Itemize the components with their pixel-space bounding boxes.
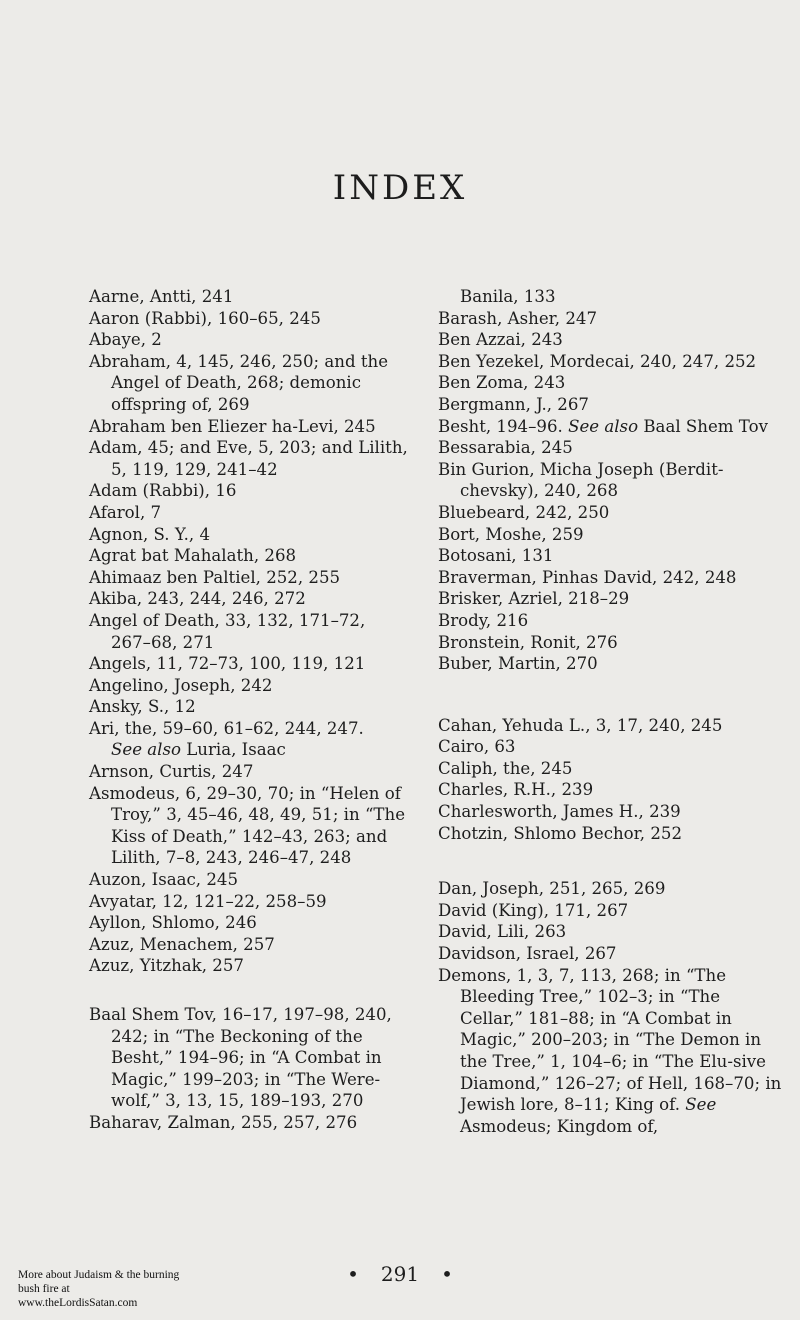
index-entry-text: Botosani, 131 bbox=[438, 546, 554, 566]
index-entry bbox=[438, 715, 788, 737]
index-entry bbox=[89, 545, 409, 567]
index-entry-text: Angels, 11, 72–73, 100, 119, 121 bbox=[89, 654, 366, 674]
index-entry-text: Cairo, 63 bbox=[438, 737, 516, 757]
index-entry bbox=[438, 524, 788, 546]
index-entry bbox=[438, 921, 788, 943]
index-entry bbox=[89, 912, 409, 934]
index-entry-text: Brody, 216 bbox=[438, 610, 529, 630]
index-entry-text: Baharav, Zalman, 255, 257, 276 bbox=[89, 1112, 358, 1132]
index-entry bbox=[89, 696, 409, 718]
index-entry-text: Ari, the, 59–60, 61–62, 244, 247. bbox=[89, 718, 364, 738]
index-entry bbox=[438, 801, 788, 823]
index-entry-text: Bin Gurion, Micha Joseph (Berdit-chevsky), 240, 268 bbox=[438, 459, 724, 501]
index-entry-text: Buber, Martin, 270 bbox=[438, 654, 598, 674]
index-entry-text: Ben Yezekel, Mordecai, 240, 247, 252 bbox=[438, 351, 757, 371]
index-entry bbox=[438, 653, 788, 675]
index-entry-text: Agrat bat Mahalath, 268 bbox=[89, 546, 297, 566]
index-entry bbox=[89, 1112, 409, 1134]
index-entry-text: Besht, 194–96. bbox=[438, 416, 563, 436]
index-entry-text: Ayllon, Shlomo, 246 bbox=[89, 913, 257, 933]
index-entry-text: Brisker, Azriel, 218–29 bbox=[438, 589, 630, 609]
index-entry bbox=[89, 955, 409, 977]
index-entry-text: Bronstein, Ronit, 276 bbox=[438, 632, 618, 652]
index-entry-text: David (King), 171, 267 bbox=[438, 900, 629, 920]
page-title: INDEX bbox=[332, 168, 468, 208]
index-column-right bbox=[438, 286, 788, 1137]
index-entry-text: Angel of Death, 33, 132, 171–72, 267–68, 271 bbox=[89, 610, 366, 652]
index-entry-text: Baal Shem Tov, 16–17, 197–98, 240, 242; in “The Beckoning of the Besht,” 194–96; in “A Combat in Magic,” 199–203; in “The Were-wolf,” 3, 13, 15, 189–193, 270 bbox=[89, 1005, 392, 1111]
page-dot-left: • bbox=[347, 1262, 359, 1286]
index-entry bbox=[89, 437, 409, 480]
index-entry bbox=[89, 588, 409, 610]
index-entry bbox=[438, 459, 788, 502]
index-entry-text: Bessarabia, 245 bbox=[438, 438, 573, 458]
index-entry bbox=[438, 567, 788, 589]
index-entry bbox=[89, 761, 409, 783]
index-entry-text: Adam, 45; and Eve, 5, 203; and Lilith, 5, 119, 129, 241–42 bbox=[89, 438, 408, 479]
index-entry-text: David, Lili, 263 bbox=[438, 922, 567, 942]
index-entry-text: Bergmann, J., 267 bbox=[438, 394, 589, 414]
index-entry bbox=[89, 329, 409, 351]
index-entry bbox=[89, 480, 409, 502]
index-entry bbox=[438, 588, 788, 610]
cross-reference: Asmodeus; Kingdom of, bbox=[460, 1116, 659, 1136]
see-also-label: See also bbox=[568, 416, 639, 436]
index-entry bbox=[89, 308, 409, 330]
see-also-label: See bbox=[685, 1095, 717, 1115]
index-entry-text: Angelino, Joseph, 242 bbox=[89, 675, 273, 695]
index-entry bbox=[89, 351, 409, 416]
index-entry bbox=[89, 869, 409, 891]
index-entry bbox=[438, 943, 788, 965]
index-entry bbox=[89, 524, 409, 546]
index-entry-text: Asmodeus, 6, 29–30, 70; in “Helen of Troy,” 3, 45–46, 48, 49, 51; in “The Kiss of Death,” 142–43, 263; and Lilith, 7–8, 243, 246–47, 248 bbox=[89, 783, 406, 868]
index-entry-text: Braverman, Pinhas David, 242, 248 bbox=[438, 567, 737, 587]
index-entry-text: Afarol, 7 bbox=[89, 502, 162, 522]
page-number-value: 291 bbox=[380, 1262, 420, 1286]
index-entry bbox=[438, 736, 788, 758]
index-entry bbox=[89, 416, 409, 438]
index-entry-text: Ansky, S., 12 bbox=[89, 697, 196, 717]
index-entry-text: Barash, Asher, 247 bbox=[438, 308, 598, 328]
page-dot-right: • bbox=[441, 1262, 453, 1286]
index-entry bbox=[438, 878, 788, 900]
index-entry-text: Cahan, Yehuda L., 3, 17, 240, 245 bbox=[438, 715, 723, 735]
index-entry-text: Davidson, Israel, 267 bbox=[438, 944, 617, 964]
index-entry bbox=[89, 567, 409, 589]
index-entry bbox=[89, 653, 409, 675]
index-entry bbox=[438, 545, 788, 567]
index-entry bbox=[438, 351, 788, 373]
index-entry-text: Bluebeard, 242, 250 bbox=[438, 502, 610, 522]
index-entry bbox=[438, 502, 788, 524]
index-entry bbox=[438, 308, 788, 330]
index-entry bbox=[438, 900, 788, 922]
index-entry-text: Charlesworth, James H., 239 bbox=[438, 802, 681, 822]
index-entry bbox=[438, 329, 788, 351]
index-entry bbox=[89, 934, 409, 956]
index-entry-text: Arnson, Curtis, 247 bbox=[89, 762, 254, 782]
index-entry-text: Ahimaaz ben Paltiel, 252, 255 bbox=[89, 567, 341, 587]
index-entry bbox=[438, 416, 788, 438]
index-entry-text: Charles, R.H., 239 bbox=[438, 780, 594, 800]
index-entry bbox=[438, 823, 788, 845]
index-entry-text: Avyatar, 12, 121–22, 258–59 bbox=[89, 891, 327, 911]
index-entry bbox=[438, 437, 788, 459]
index-entry bbox=[438, 610, 788, 632]
index-entry-text: Dan, Joseph, 251, 265, 269 bbox=[438, 879, 666, 899]
footer-note[interactable]: More about Judaism & the burning bush fire at www.theLordisSatan.com bbox=[18, 1269, 180, 1309]
index-entry-text: Demons, 1, 3, 7, 113, 268; in “The Bleeding Tree,” 102–3; in “The Cellar,” 181–88; in “A Combat in Magic,” 200–203; in “The Demon in the Tree,” 1, 104–6; in “The Elu-sive Diamond,” 126–27; of Hell, 168–70; in Jewish lore, 8–11; King of. bbox=[438, 965, 782, 1115]
index-entry-text: Aarne, Antti, 241 bbox=[89, 287, 234, 306]
index-entry-text: Azuz, Menachem, 257 bbox=[89, 934, 275, 954]
index-entry bbox=[89, 739, 409, 761]
index-entry-text: Abraham, 4, 145, 246, 250; and the Angel of Death, 268; demonic offspring of, 269 bbox=[89, 351, 389, 414]
index-entry bbox=[438, 394, 788, 416]
index-entry bbox=[438, 286, 788, 308]
index-entry-text: Banila, 133 bbox=[460, 287, 556, 306]
index-entry bbox=[438, 758, 788, 780]
index-entry bbox=[89, 610, 409, 653]
index-entry-text: Aaron (Rabbi), 160–65, 245 bbox=[89, 308, 321, 328]
index-entry-text: Abaye, 2 bbox=[89, 330, 162, 350]
index-entry bbox=[438, 779, 788, 801]
letter-section-gap bbox=[89, 977, 409, 1004]
see-also-label: See also bbox=[111, 740, 181, 760]
index-entry bbox=[89, 286, 409, 308]
index-entry-text: Adam (Rabbi), 16 bbox=[89, 481, 237, 501]
letter-section-gap bbox=[438, 675, 788, 715]
index-entry bbox=[89, 891, 409, 913]
index-entry bbox=[89, 1004, 409, 1112]
index-entry bbox=[89, 502, 409, 524]
index-entry-text: Azuz, Yitzhak, 257 bbox=[89, 956, 244, 976]
index-entry-text: Bort, Moshe, 259 bbox=[438, 524, 584, 544]
letter-section-gap bbox=[438, 844, 788, 878]
index-entry-text: Auzon, Isaac, 245 bbox=[89, 870, 239, 890]
index-entry-text: Ben Zoma, 243 bbox=[438, 373, 566, 393]
index-entry-text: Ben Azzai, 243 bbox=[438, 330, 563, 350]
index-entry bbox=[438, 372, 788, 394]
index-entry bbox=[89, 718, 409, 740]
index-entry-text: Luria, Isaac bbox=[186, 740, 286, 760]
index-entry-text: Akiba, 243, 244, 246, 272 bbox=[89, 589, 306, 609]
index-entry-text: Chotzin, Shlomo Bechor, 252 bbox=[438, 823, 682, 843]
index-entry-text: Caliph, the, 245 bbox=[438, 758, 573, 778]
index-entry bbox=[89, 783, 409, 869]
cross-reference: Baal Shem Tov bbox=[643, 416, 768, 436]
index-entry bbox=[89, 675, 409, 697]
index-entry-text: Agnon, S. Y., 4 bbox=[89, 524, 211, 544]
index-column-left bbox=[89, 286, 409, 1134]
index-entry bbox=[438, 632, 788, 654]
index-entry bbox=[438, 965, 788, 1138]
index-entry-text: Abraham ben Eliezer ha-Levi, 245 bbox=[89, 416, 376, 436]
